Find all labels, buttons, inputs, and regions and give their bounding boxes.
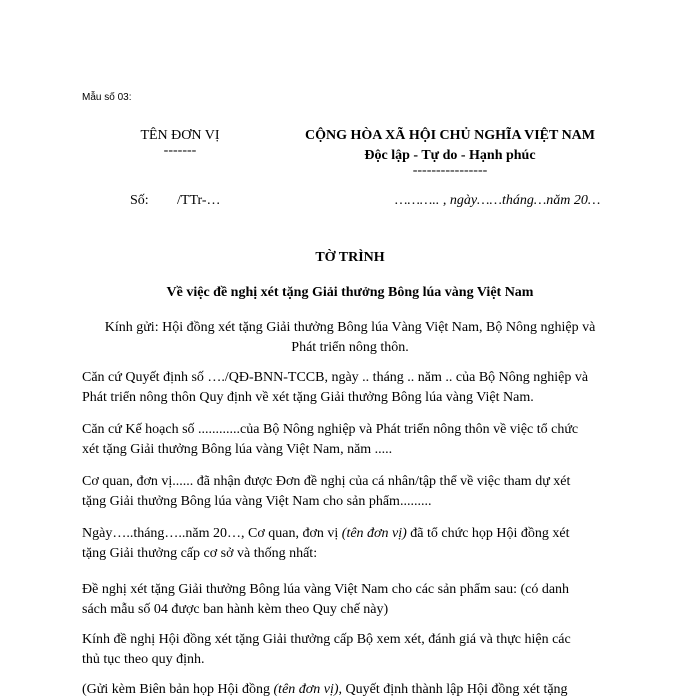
recipient-line-2: Phát triển nông thôn.: [291, 340, 409, 355]
paragraph-attachments: [82, 680, 622, 700]
paragraph-line: Phát triển nông thôn Quy định về xét tặng Giải thưởng Bông lúa vàng Việt Nam.: [82, 390, 534, 405]
form-number-label: Mẫu số 03:: [82, 92, 132, 103]
paragraph-proposal: [82, 580, 622, 620]
paragraph-line: tặng Giải thưởng Bông lúa vàng Việt Nam cho sản phẩm.........: [82, 494, 432, 509]
paragraph-line: Kính đề nghị Hội đồng xét tặng Giải thưởng cấp Bộ xem xét, đánh giá và thực hiện các: [82, 632, 571, 647]
paragraph-line: Căn cứ Kế hoạch số ............của Bộ Nông nghiệp và Phát triển nông thôn về việc tổ chức: [82, 422, 579, 437]
paragraph-line: Cơ quan, đơn vị...... đã nhận được Đơn đề nghị của cá nhân/tập thể về việc tham dự xét: [82, 474, 571, 489]
text-segment: đã tổ chức họp Hội đồng xét: [406, 526, 570, 541]
nation-title: CỘNG HÒA XÃ HỘI CHỦ NGHĨA VIỆT NAM: [304, 128, 595, 143]
paragraph-line: sách mẫu số 04 được ban hành kèm theo Quy chế này): [82, 602, 389, 617]
unit-name-placeholder: (tên đơn vị): [273, 682, 339, 697]
unit-name-rule: -------: [163, 143, 197, 158]
paragraph-application-received: [82, 472, 622, 512]
paragraph-legal-basis-plan: [82, 420, 622, 460]
document-title: TỜ TRÌNH: [315, 250, 385, 265]
national-motto: Độc lập - Tự do - Hạnh phúc: [364, 148, 536, 163]
paragraph-request: [82, 630, 622, 670]
motto-rule: ----------------: [412, 163, 488, 178]
paragraph-line: xét tặng Giải thưởng Bông lúa vàng Việt Nam, năm .....: [82, 442, 393, 457]
paragraph-council-meeting: [82, 524, 622, 564]
paragraph-line: thủ tục theo quy định.: [82, 652, 205, 667]
paragraph-legal-basis-decision: [82, 368, 622, 408]
recipient-line-1: Kính gửi: Hội đồng xét tặng Giải thưởng Bông lúa Vàng Việt Nam, Bộ Nông nghiệp và: [104, 320, 596, 335]
place-date-line: ……….. , ngày……tháng…năm 20…: [395, 193, 601, 208]
document-number-label: Số:: [130, 193, 149, 208]
unit-name-placeholder: (tên đơn vị): [341, 526, 407, 541]
text-segment: (Gửi kèm Biên bản họp Hội đồng: [82, 682, 274, 697]
paragraph-line: Đề nghị xét tặng Giải thưởng Bông lúa vàng Việt Nam cho các sản phẩm sau: (có danh: [82, 582, 570, 597]
unit-name: TÊN ĐƠN VỊ: [140, 128, 220, 143]
paragraph-line: [82, 524, 622, 544]
paragraph-line: Căn cứ Quyết định số …./QĐ-BNN-TCCB, ngày .. tháng .. năm .. của Bộ Nông nghiệp và: [82, 370, 589, 385]
document-number-suffix: /TTr-…: [177, 193, 221, 208]
recipient-block: [82, 318, 618, 358]
text-segment: , Quyết định thành lập Hội đồng xét tặng: [338, 682, 568, 697]
text-segment: Ngày…..tháng…..năm 20…, Cơ quan, đơn vị: [82, 526, 342, 541]
paragraph-line: [82, 680, 622, 700]
paragraph-line: tặng Giải thưởng cấp cơ sở và thống nhất:: [82, 546, 318, 561]
document-subject: Về việc đề nghị xét tặng Giải thưởng Bông lúa vàng Việt Nam: [166, 285, 534, 300]
